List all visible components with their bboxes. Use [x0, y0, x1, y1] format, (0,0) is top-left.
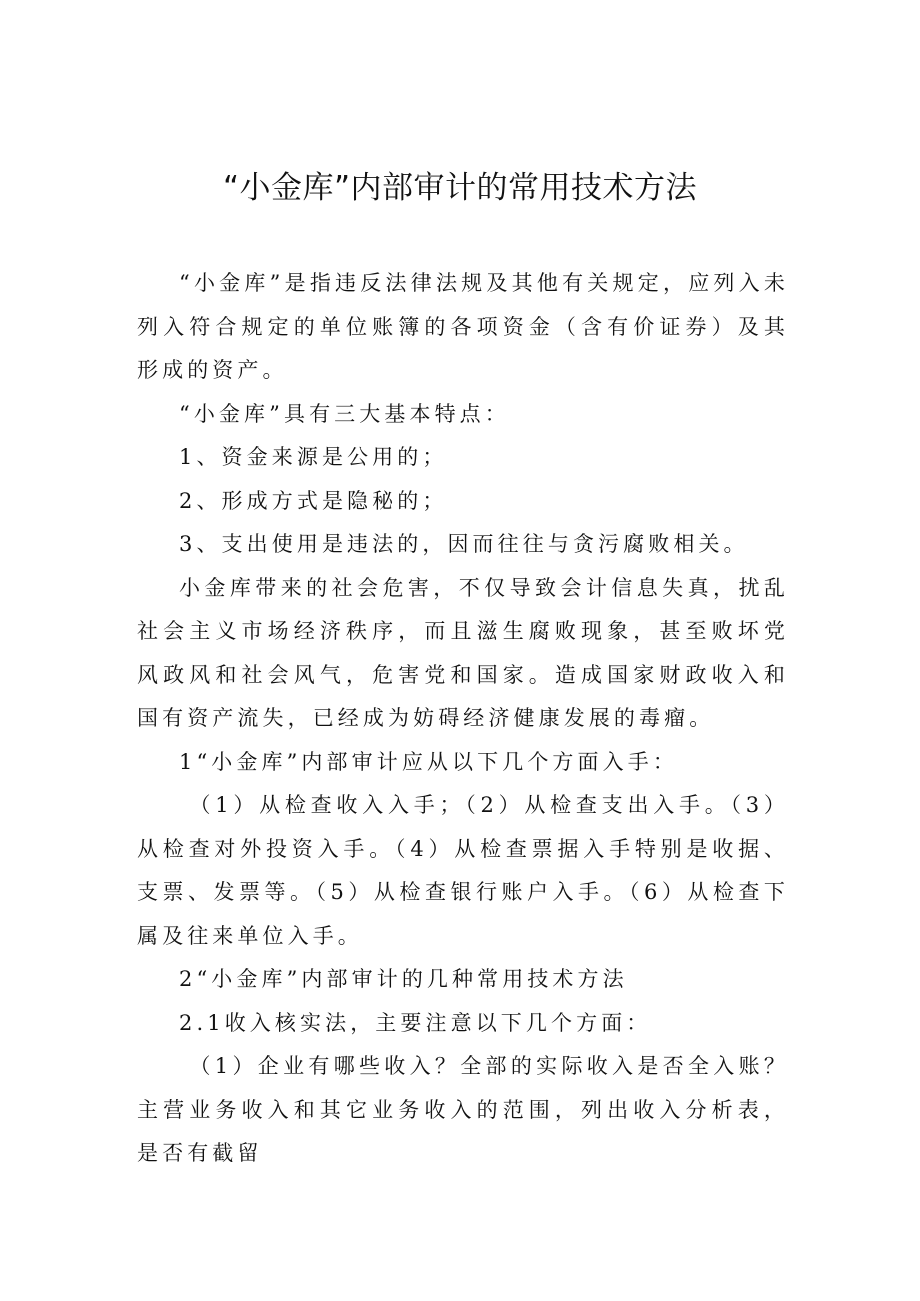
- document-body: [137, 262, 789, 1176]
- document-title: “小金库”内部审计的常用技术方法: [222, 170, 698, 206]
- section-2-1-item-1-paragraph: （1）企业有哪些收入？全部的实际收入是否全入账？主营业务收入和其它业务收入的范围，列出收入分析表，是否有截留: [137, 1054, 789, 1165]
- definition-paragraph: “小金库”是指违反法律法规及其他有关规定，应列入未列入符合规定的单位账簿的各项资金（含有价证券）及其形成的资产。: [137, 271, 789, 382]
- feature-item-2: 2、形成方式是隐秘的；: [179, 488, 448, 513]
- feature-item-1: 1、资金来源是公用的；: [179, 445, 448, 469]
- section-1-heading: 1“小金库”内部审计应从以下几个方面入手：: [179, 749, 678, 774]
- section-2-heading: 2“小金库”内部审计的几种常用技术方法: [179, 967, 628, 991]
- harm-paragraph: 小金库带来的社会危害，不仅导致会计信息失真，扰乱社会主义市场经济秩序，而且滋生腐败现象，甚至败坏党风政风和社会风气，危害党和国家。造成国家财政收入和国有资产流失，已经成为妨碍经济健康发展的毒瘤。: [137, 575, 789, 730]
- features-intro-paragraph: “小金库”具有三大基本特点：: [179, 401, 510, 426]
- feature-item-3: 3、支出使用是违法的，因而往往与贪污腐败相关。: [179, 532, 749, 556]
- section-1-items-paragraph: （1）从检查收入入手；（2）从检查支出入手。（3）从检查对外投资入手。（4）从检查票据入手特别是收据、支票、发票等。（5）从检查银行账户入手。（6）从检查下属及往来单位入手。: [137, 793, 789, 948]
- section-2-1-heading: 2.1收入核实法，主要注意以下几个方面：: [179, 1010, 652, 1035]
